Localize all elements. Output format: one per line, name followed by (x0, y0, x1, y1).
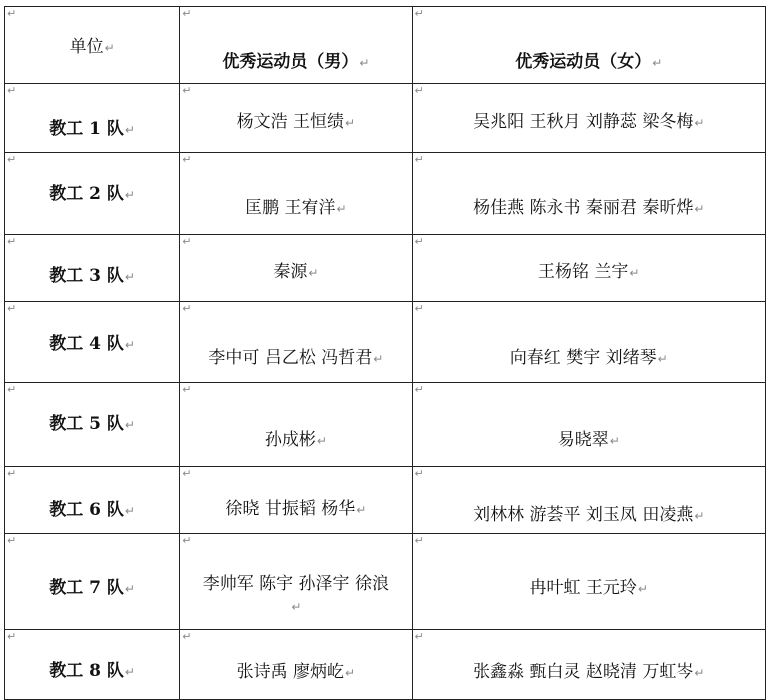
paragraph-mark-icon: ↵ (414, 630, 424, 643)
paragraph-mark-icon: ↵ (694, 202, 705, 216)
unit-cell (5, 84, 180, 153)
female-athletes: 冉叶虹 王元玲 (529, 578, 637, 598)
unit-name: 教工 5 队 (49, 414, 124, 434)
male-athletes: 李帅军 陈宇 孙泽宇 徐浪 (202, 574, 389, 594)
header-unit-label: 单位 (69, 37, 104, 57)
paragraph-mark-icon: ↵ (104, 41, 115, 55)
male-athletes-cell (180, 302, 412, 383)
unit-name: 教工 8 队 (49, 661, 124, 681)
female-athletes-cell (412, 84, 765, 153)
female-athletes: 向春红 樊宇 刘绪琴 (509, 348, 657, 368)
table-row (5, 302, 766, 383)
male-athletes: 徐晓 甘振韬 杨华 (225, 499, 356, 519)
athlete-awards-table (4, 6, 766, 700)
paragraph-mark-icon: ↵ (7, 7, 17, 20)
paragraph-mark-icon: ↵ (414, 84, 424, 97)
paragraph-mark-icon: ↵ (124, 665, 135, 679)
paragraph-mark-icon: ↵ (414, 153, 424, 166)
table-row (5, 153, 766, 235)
paragraph-mark-icon: ↵ (182, 235, 192, 248)
table-row (5, 630, 766, 700)
unit-name: 教工 3 队 (49, 266, 124, 286)
female-athletes: 吴兆阳 王秋月 刘静蕊 梁冬梅 (473, 112, 694, 132)
paragraph-mark-icon: ↵ (182, 383, 192, 396)
male-athletes-cell (180, 235, 412, 302)
male-athletes: 张诗禹 廖炳屹 (236, 662, 345, 682)
paragraph-mark-icon: ↵ (124, 123, 135, 137)
paragraph-mark-icon: ↵ (7, 235, 17, 248)
paragraph-mark-icon: ↵ (7, 383, 17, 396)
paragraph-mark-icon: ↵ (657, 352, 668, 366)
paragraph-mark-icon: ↵ (7, 153, 17, 166)
female-athletes: 杨佳燕 陈永书 秦丽君 秦昕烨 (473, 198, 694, 218)
paragraph-mark-icon: ↵ (629, 266, 640, 280)
paragraph-mark-icon: ↵ (373, 352, 384, 366)
female-athletes: 王杨铭 兰宇 (538, 262, 629, 282)
paragraph-mark-icon: ↵ (336, 202, 347, 216)
male-athletes-cell (180, 84, 412, 153)
unit-cell (5, 383, 180, 467)
paragraph-mark-icon: ↵ (359, 56, 370, 70)
male-athletes: 李中可 吕乙松 冯哲君 (208, 348, 373, 368)
paragraph-mark-icon: ↵ (182, 302, 192, 315)
paragraph-mark-icon: ↵ (609, 434, 620, 448)
paragraph-mark-icon: ↵ (356, 503, 367, 517)
paragraph-mark-icon: ↵ (124, 582, 135, 596)
unit-cell (5, 153, 180, 235)
header-row (5, 7, 766, 84)
female-athletes-cell (412, 383, 765, 467)
table-row (5, 467, 766, 534)
paragraph-mark-icon: ↵ (414, 7, 424, 20)
paragraph-mark-icon: ↵ (345, 666, 356, 680)
paragraph-mark-icon: ↵ (316, 434, 327, 448)
paragraph-mark-icon: ↵ (7, 467, 17, 480)
table-row (5, 84, 766, 153)
paragraph-mark-icon: ↵ (182, 630, 192, 643)
table-row (5, 383, 766, 467)
female-athletes-cell (412, 534, 765, 630)
paragraph-mark-icon: ↵ (694, 509, 705, 523)
unit-name: 教工 6 队 (49, 500, 124, 520)
female-athletes: 易晓翠 (557, 430, 609, 450)
unit-cell (5, 630, 180, 700)
paragraph-mark-icon: ↵ (414, 467, 424, 480)
header-male-cell (180, 7, 412, 84)
paragraph-mark-icon: ↵ (637, 582, 648, 596)
paragraph-mark-icon: ↵ (7, 84, 17, 97)
table-row (5, 235, 766, 302)
female-athletes-cell (412, 153, 765, 235)
male-athletes-cell (180, 467, 412, 534)
female-athletes-cell (412, 630, 765, 700)
unit-name: 教工 1 队 (49, 119, 124, 139)
paragraph-mark-icon: ↵ (414, 383, 424, 396)
paragraph-mark-icon: ↵ (7, 630, 17, 643)
male-athletes: 秦源 (273, 262, 308, 282)
male-athletes: 孙成彬 (264, 430, 316, 450)
paragraph-mark-icon: ↵ (414, 235, 424, 248)
table-row (5, 534, 766, 630)
paragraph-mark-icon: ↵ (182, 84, 192, 97)
male-athletes-cell (180, 383, 412, 467)
paragraph-mark-icon: ↵ (652, 56, 663, 70)
paragraph-mark-icon: ↵ (414, 534, 424, 547)
female-athletes: 张鑫淼 甄白灵 赵晓清 万虹岑 (473, 662, 694, 682)
paragraph-mark-icon: ↵ (182, 153, 192, 166)
female-athletes-cell (412, 467, 765, 534)
header-unit-cell (5, 7, 180, 84)
paragraph-mark-icon: ↵ (7, 534, 17, 547)
paragraph-mark-icon: ↵ (345, 116, 356, 130)
male-athletes: 匡鹏 王宥洋 (245, 198, 336, 218)
paragraph-mark-icon: ↵ (308, 266, 319, 280)
header-female-cell (412, 7, 765, 84)
paragraph-mark-icon: ↵ (124, 504, 135, 518)
unit-name: 教工 7 队 (49, 578, 124, 598)
male-athletes-cell (180, 534, 412, 630)
female-athletes-cell (412, 302, 765, 383)
header-male-label: 优秀运动员（男） (222, 52, 359, 72)
paragraph-mark-icon: ↵ (124, 418, 135, 432)
male-athletes: 杨文浩 王恒绩 (236, 112, 345, 132)
paragraph-mark-icon: ↵ (182, 7, 192, 20)
female-athletes-cell (412, 235, 765, 302)
unit-cell (5, 302, 180, 383)
paragraph-mark-icon: ↵ (182, 534, 192, 547)
unit-name: 教工 4 队 (49, 334, 124, 354)
paragraph-mark-icon: ↵ (124, 270, 135, 284)
paragraph-mark-icon: ↵ (694, 666, 705, 680)
paragraph-mark-icon: ↵ (291, 600, 302, 614)
paragraph-mark-icon: ↵ (694, 116, 705, 130)
male-athletes-cell (180, 153, 412, 235)
paragraph-mark-icon: ↵ (124, 188, 135, 202)
paragraph-mark-icon: ↵ (414, 302, 424, 315)
unit-cell (5, 467, 180, 534)
unit-name: 教工 2 队 (49, 184, 124, 204)
female-athletes: 刘林林 游荟平 刘玉凤 田凌燕 (473, 505, 694, 525)
unit-cell (5, 534, 180, 630)
unit-cell (5, 235, 180, 302)
header-female-label: 优秀运动员（女） (515, 52, 652, 72)
paragraph-mark-icon: ↵ (182, 467, 192, 480)
paragraph-mark-icon: ↵ (7, 302, 17, 315)
paragraph-mark-icon: ↵ (124, 338, 135, 352)
male-athletes-cell (180, 630, 412, 700)
